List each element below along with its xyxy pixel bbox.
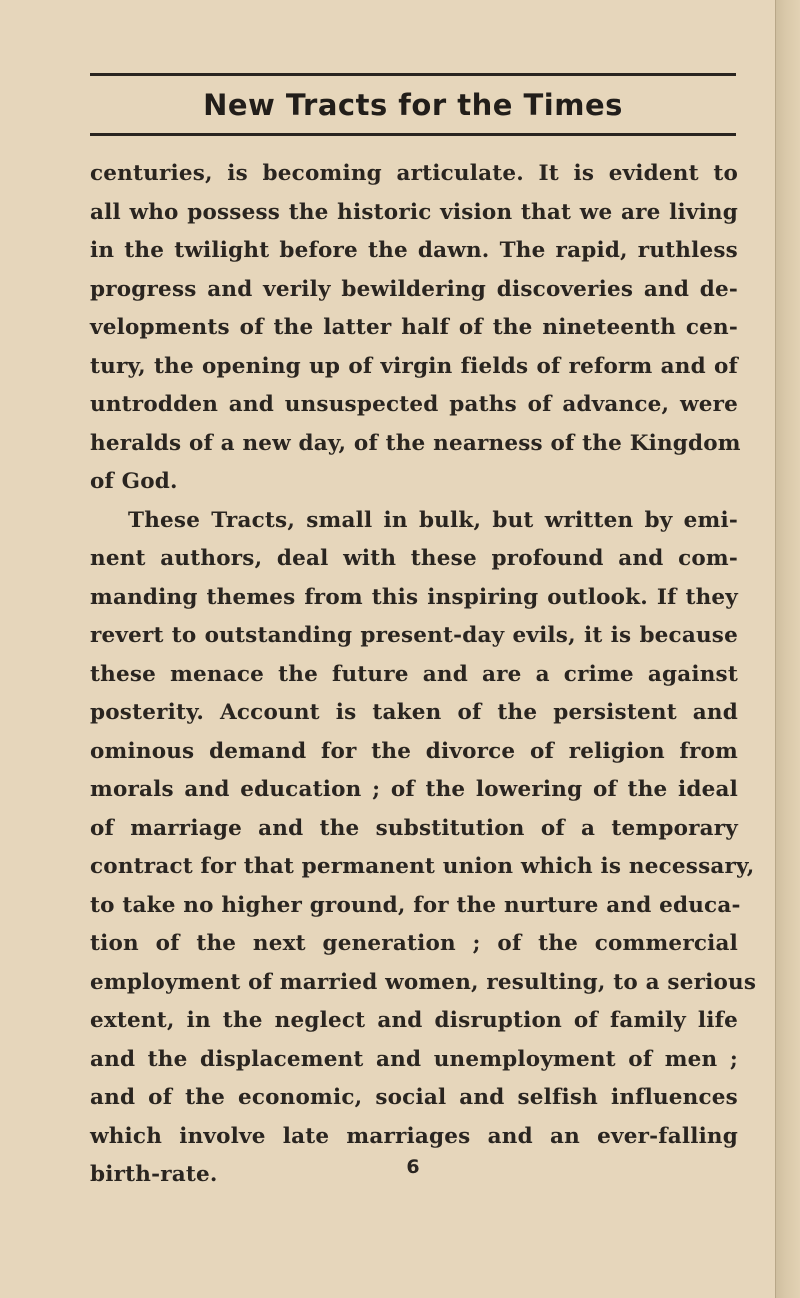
running-header-title: New Tracts for the Times <box>203 88 623 122</box>
text-line: morals and education ; of the lowering of the ideal <box>90 777 738 802</box>
text-line: of marriage and the substitution of a temporary <box>90 815 738 841</box>
text-line: all who possess the historic vision that we are living <box>90 199 738 225</box>
header-rule-top <box>90 73 736 76</box>
text-line: revert to outstanding present-day evils, it is because <box>90 623 738 648</box>
page-edge <box>775 0 800 1298</box>
text-line: which involve late marriages and an ever-falling <box>90 1123 738 1149</box>
text-line: to take no higher ground, for the nurture and educa- <box>90 892 741 918</box>
text-line: and the displacement and unemployment of men ; <box>90 1046 738 1072</box>
text-line: contract for that permanent union which is necessary, <box>90 854 755 879</box>
page-edge-divider <box>775 0 776 1298</box>
text-line: untrodden and unsuspected paths of advance, were <box>90 392 738 417</box>
text-line: These Tracts, small in bulk, but written by emi- <box>128 507 738 533</box>
header-rule-bottom <box>90 133 736 136</box>
text-line: in the twilight before the dawn. The rapid, ruthless <box>90 238 738 263</box>
text-line: manding themes from this inspiring outlook. If they <box>90 584 738 610</box>
text-line: centuries, is becoming articulate. It is evident to <box>90 161 738 186</box>
text-line: heralds of a new day, of the nearness of the Kingdom <box>90 430 741 456</box>
text-line: extent, in the neglect and disruption of family life <box>90 1008 738 1033</box>
text-line: of God. <box>90 469 178 494</box>
text-line: ominous demand for the divorce of religion from <box>90 738 738 764</box>
text-line: posterity. Account is taken of the persistent and <box>90 700 738 725</box>
text-line: and of the economic, social and selfish influences <box>90 1085 738 1110</box>
text-line: birth-rate. <box>90 1162 218 1187</box>
text-line: velopments of the latter half of the nineteenth cen- <box>90 315 738 340</box>
body-text <box>90 155 757 1195</box>
text-line: tury, the opening up of virgin fields of reform and of <box>90 353 738 379</box>
text-line: these menace the future and are a crime against <box>90 661 738 687</box>
text-line: tion of the next generation ; of the commercial <box>90 931 738 956</box>
page-number: 6 <box>406 1156 420 1178</box>
text-line: progress and verily bewildering discoveries and de- <box>90 276 738 302</box>
text-line: nent authors, deal with these profound and com- <box>90 546 738 571</box>
text-line: employment of married women, resulting, to a serious <box>90 969 757 995</box>
